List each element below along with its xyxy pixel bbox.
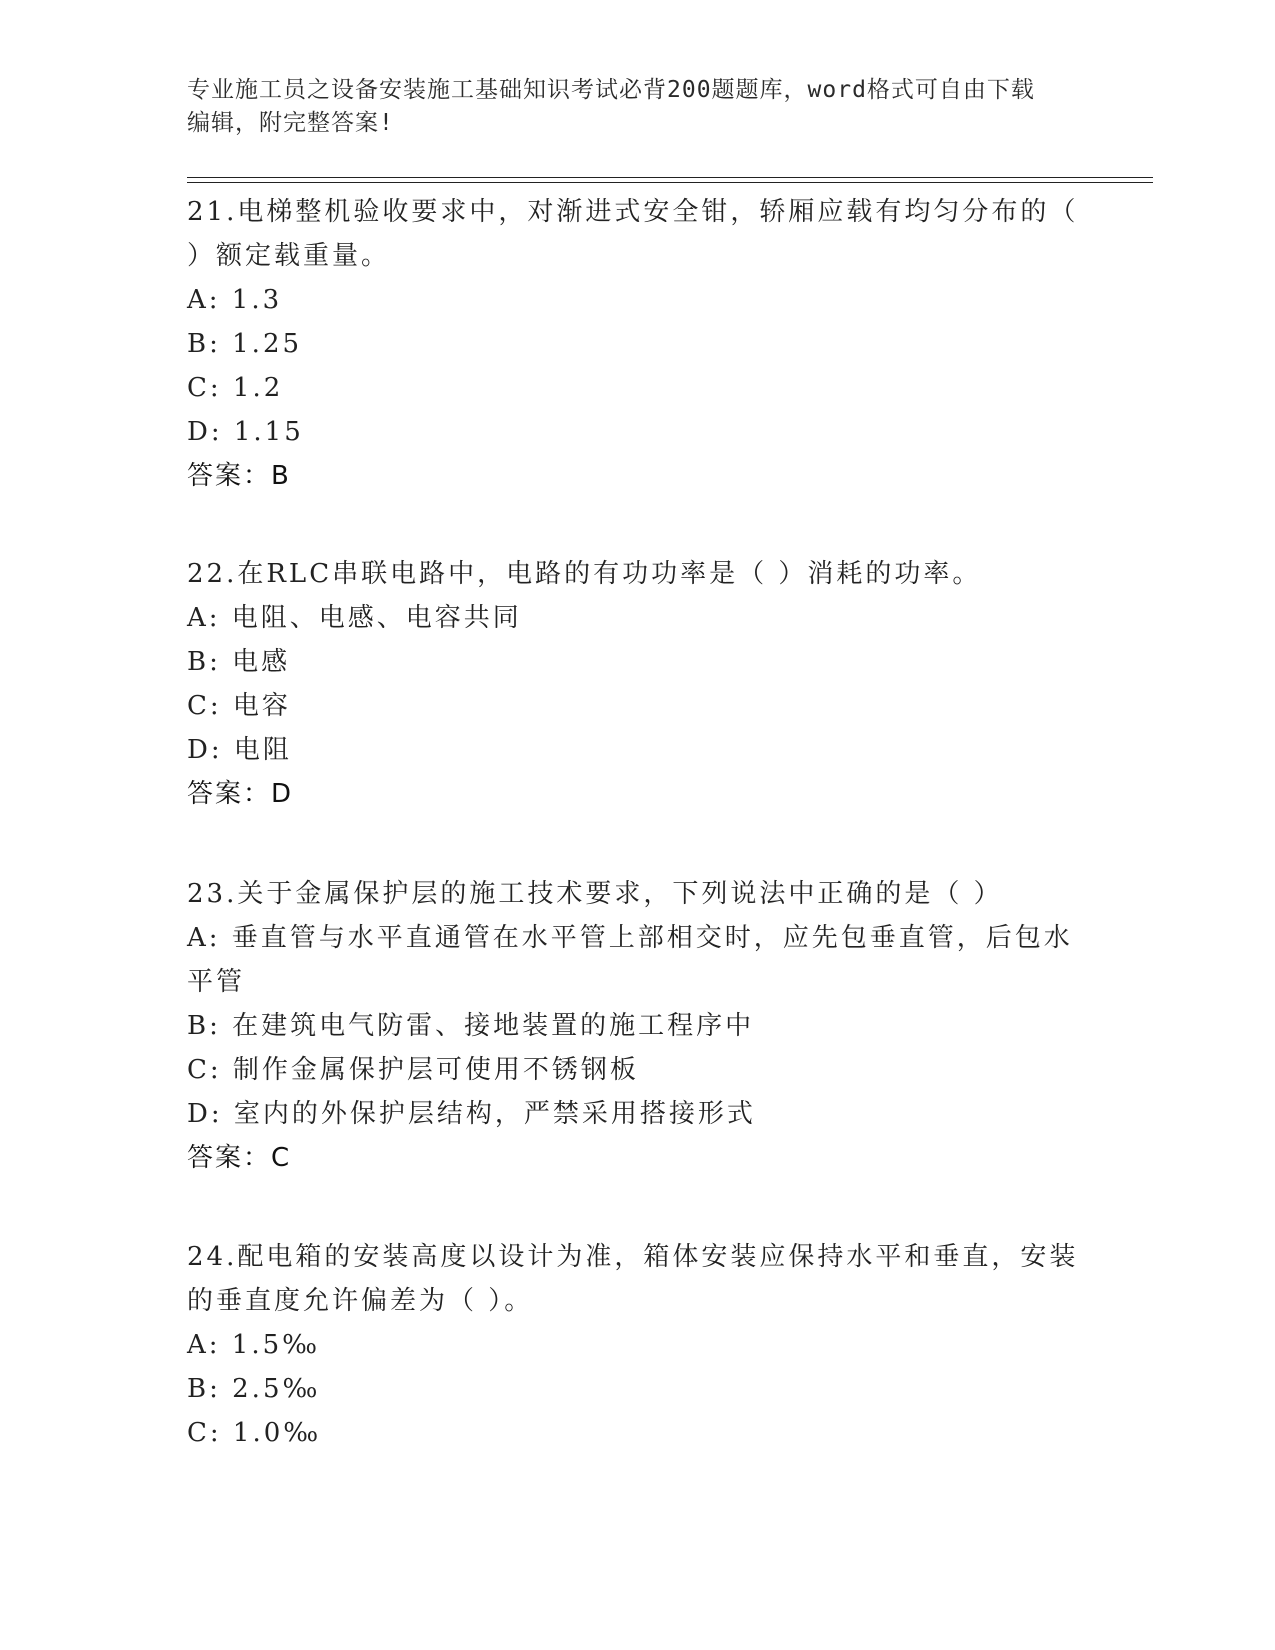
option-a: A: 1.5‰	[187, 1330, 321, 1360]
option-b: B: 电感	[187, 647, 291, 677]
option-b: B: 2.5‰	[187, 1374, 321, 1404]
option-b: B: 1.25	[187, 329, 303, 359]
document-header	[187, 74, 1077, 140]
option-a-line1: A: 垂直管与水平直通管在水平管上部相交时，应先包垂直管，后包水	[187, 923, 1073, 953]
question-stem-line1: 23.关于金属保护层的施工技术要求，下列说法中正确的是（ ）	[187, 879, 1003, 909]
question-stem-line1: 24.配电箱的安装高度以设计为准，箱体安装应保持水平和垂直，安装	[187, 1242, 1079, 1272]
question-21	[187, 190, 1087, 498]
question-22	[187, 552, 1087, 816]
option-c: C: 电容	[187, 691, 291, 721]
question-23	[187, 872, 1087, 1180]
answer: 答案：B	[187, 461, 291, 491]
question-stem-line2: ）额定载重量。	[187, 241, 391, 271]
header-title-line2: 编辑，附完整答案!	[187, 110, 394, 136]
header-divider-top	[187, 177, 1153, 178]
question-24	[187, 1235, 1087, 1455]
question-stem-line2: 的垂直度允许偏差为（ ）。	[187, 1286, 534, 1316]
question-stem-line1: 22.在RLC串联电路中，电路的有功功率是（ ）消耗的功率。	[187, 559, 982, 589]
option-d: D: 室内的外保护层结构，严禁采用搭接形式	[187, 1099, 756, 1129]
option-c: C: 1.0‰	[187, 1418, 322, 1448]
option-d: D: 1.15	[187, 417, 304, 447]
option-d: D: 电阻	[187, 735, 292, 765]
answer: 答案：C	[187, 1143, 292, 1173]
option-c: C: 制作金属保护层可使用不锈钢板	[187, 1055, 639, 1085]
header-divider-bottom	[187, 182, 1153, 183]
header-title-line1: 专业施工员之设备安装施工基础知识考试必背200题题库，word格式可自由下载	[187, 77, 1035, 103]
answer: 答案：D	[187, 779, 294, 809]
option-b: B: 在建筑电气防雷、接地装置的施工程序中	[187, 1011, 755, 1041]
question-stem-line1: 21.电梯整机验收要求中，对渐进式安全钳，轿厢应载有均匀分布的（	[187, 197, 1079, 227]
option-a-line2: 平管	[187, 967, 246, 997]
option-a: A: 1.3	[187, 285, 283, 315]
option-a: A: 电阻、电感、电容共同	[187, 603, 522, 633]
option-c: C: 1.2	[187, 373, 284, 403]
